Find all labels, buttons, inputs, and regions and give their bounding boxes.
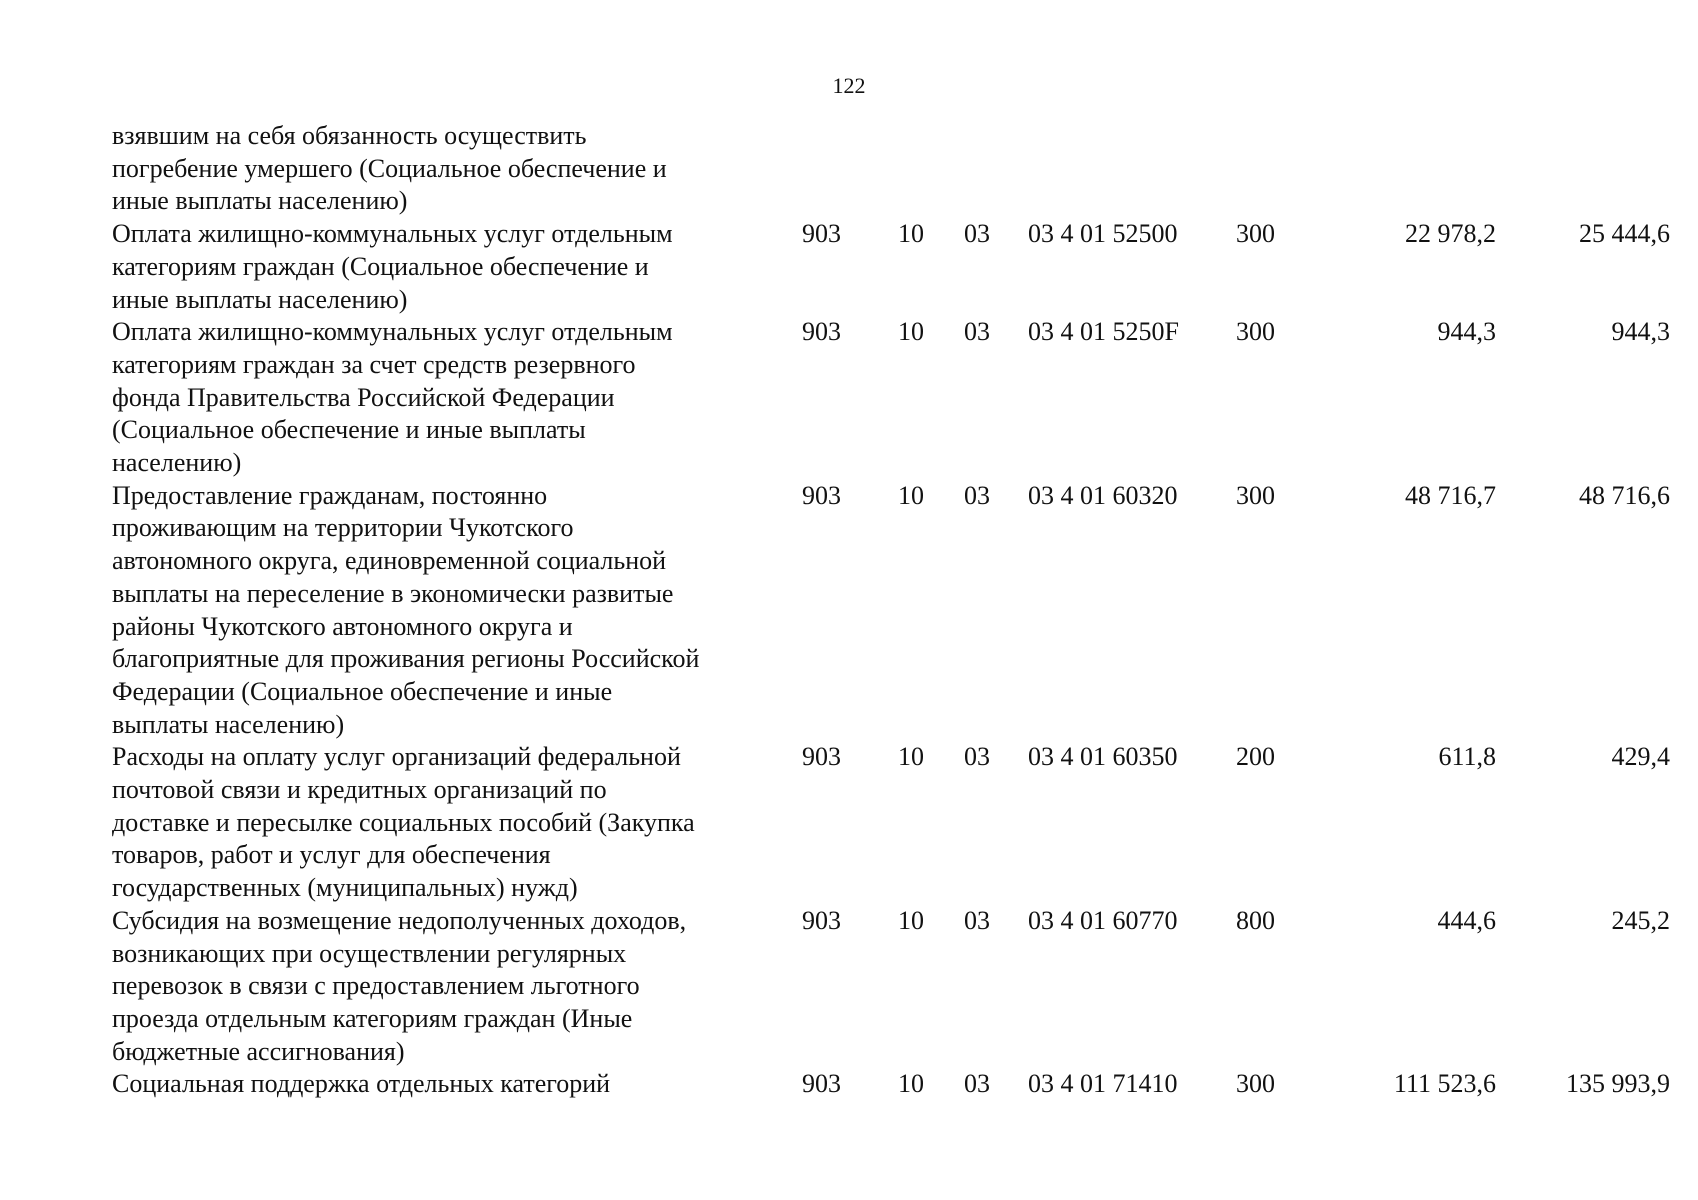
amount-year-1 [1336, 120, 1496, 218]
subsection-code: 03 [964, 480, 990, 510]
row-description [112, 741, 790, 905]
subsection-code: 03 [964, 317, 990, 347]
amount-year-2: 245,2 [1611, 905, 1670, 935]
section-code: 10 [898, 742, 924, 772]
row-description [112, 905, 790, 1069]
section-code: 10 [898, 905, 924, 935]
table-row [112, 741, 1670, 905]
amount-year-1: 111 523,6 [1393, 1069, 1496, 1099]
target-article-code: 03 4 01 5250F [1028, 317, 1179, 347]
ministry-code: 903 [802, 742, 841, 772]
row-description [112, 218, 790, 316]
amount-year-2: 135 993,9 [1566, 1069, 1670, 1099]
subsection-code: 03 [964, 219, 990, 249]
description-line: автономного округа, единовременной социальной [112, 546, 667, 576]
description-line: бюджетные ассигнования) [112, 1036, 405, 1066]
target-article-code: 03 4 01 52500 [1028, 219, 1178, 249]
amount-year-2 [1496, 120, 1670, 218]
row-description [112, 1068, 790, 1101]
amount-year-2: 48 716,6 [1579, 480, 1670, 510]
target-article-code: 03 4 01 60770 [1028, 905, 1178, 935]
description-line: государственных (муниципальных) нужд) [112, 873, 578, 903]
subsection-code: 03 [964, 742, 990, 772]
ministry-code: 903 [802, 317, 841, 347]
expense-type-code: 300 [1236, 317, 1275, 347]
section-code: 10 [898, 1069, 924, 1099]
description-line: проезда отдельным категориям граждан (Иные [112, 1003, 633, 1033]
description-line: возникающих при осуществлении регулярных [112, 938, 627, 968]
expense-type-code [1226, 120, 1336, 218]
target-article-code [1026, 120, 1226, 218]
description-line: Социальная поддержка отдельных категорий [112, 1069, 611, 1099]
description-line: выплаты на переселение в экономически развитые [112, 578, 674, 608]
description-line: (Социальное обеспечение и иные выплаты [112, 415, 586, 445]
section-code: 10 [898, 219, 924, 249]
table-row [112, 120, 1670, 218]
table-row [112, 905, 1670, 1069]
description-line: Предоставление гражданам, постоянно [112, 480, 548, 510]
amount-year-1: 48 716,7 [1405, 480, 1496, 510]
description-line: Оплата жилищно-коммунальных услуг отдельным [112, 317, 673, 347]
subsection-code: 03 [964, 905, 990, 935]
description-line: категориям граждан за счет средств резервного [112, 349, 636, 379]
row-description [112, 480, 790, 742]
section-code: 10 [898, 480, 924, 510]
section-code: 10 [898, 317, 924, 347]
description-line: населению) [112, 448, 242, 478]
amount-year-1: 22 978,2 [1405, 219, 1496, 249]
description-line: категориям граждан (Социальное обеспечение и [112, 251, 649, 281]
description-line: взявшим на себя обязанность осуществить [112, 121, 587, 150]
row-description [112, 316, 790, 480]
expense-type-code: 300 [1236, 1069, 1275, 1099]
description-line: почтовой связи и кредитных организаций по [112, 775, 607, 805]
ministry-code: 903 [802, 480, 841, 510]
budget-table [112, 120, 1670, 1101]
description-line: благоприятные для проживания регионы Российской [112, 644, 700, 674]
description-line: Расходы на оплату услуг организаций федеральной [112, 742, 681, 772]
expense-type-code: 300 [1236, 219, 1275, 249]
description-line: погребение умершего (Социальное обеспечение и [112, 153, 667, 183]
table-row [112, 218, 1670, 316]
amount-year-2: 429,4 [1611, 742, 1670, 772]
table-row [112, 480, 1670, 742]
row-description [112, 120, 790, 218]
expense-type-code: 800 [1236, 905, 1275, 935]
target-article-code: 03 4 01 60320 [1028, 480, 1178, 510]
description-line: Субсидия на возмещение недополученных доходов, [112, 905, 687, 935]
ministry-code: 903 [802, 1069, 841, 1099]
expense-type-code: 300 [1236, 480, 1275, 510]
description-line: районы Чукотского автономного округа и [112, 611, 573, 641]
amount-year-1: 944,3 [1437, 317, 1496, 347]
amount-year-1: 444,6 [1437, 905, 1496, 935]
section-code [884, 120, 960, 218]
amount-year-2: 25 444,6 [1579, 219, 1670, 249]
description-line: товаров, работ и услуг для обеспечения [112, 840, 551, 870]
amount-year-2: 944,3 [1611, 317, 1670, 347]
ministry-code: 903 [802, 219, 841, 249]
description-line: фонда Правительства Российской Федерации [112, 382, 615, 412]
description-line: перевозок в связи с предоставлением льготного [112, 971, 640, 1001]
ministry-code: 903 [802, 905, 841, 935]
subsection-code: 03 [964, 1069, 990, 1099]
description-line: доставке и пересылке социальных пособий (Закупка [112, 807, 695, 837]
table-row [112, 1068, 1670, 1101]
page-number: 122 [832, 73, 866, 98]
ministry-code [790, 120, 884, 218]
description-line: Оплата жилищно-коммунальных услуг отдельным [112, 219, 673, 249]
description-line: проживающим на территории Чукотского [112, 513, 574, 543]
description-line: иные выплаты населению) [112, 186, 408, 216]
expense-type-code: 200 [1236, 742, 1275, 772]
description-line: Федерации (Социальное обеспечение и иные [112, 676, 613, 706]
description-line: выплаты населению) [112, 709, 345, 739]
description-line: иные выплаты населению) [112, 284, 408, 314]
target-article-code: 03 4 01 71410 [1028, 1069, 1178, 1099]
target-article-code: 03 4 01 60350 [1028, 742, 1178, 772]
table-row [112, 316, 1670, 480]
subsection-code [960, 120, 1026, 218]
amount-year-1: 611,8 [1438, 742, 1496, 772]
